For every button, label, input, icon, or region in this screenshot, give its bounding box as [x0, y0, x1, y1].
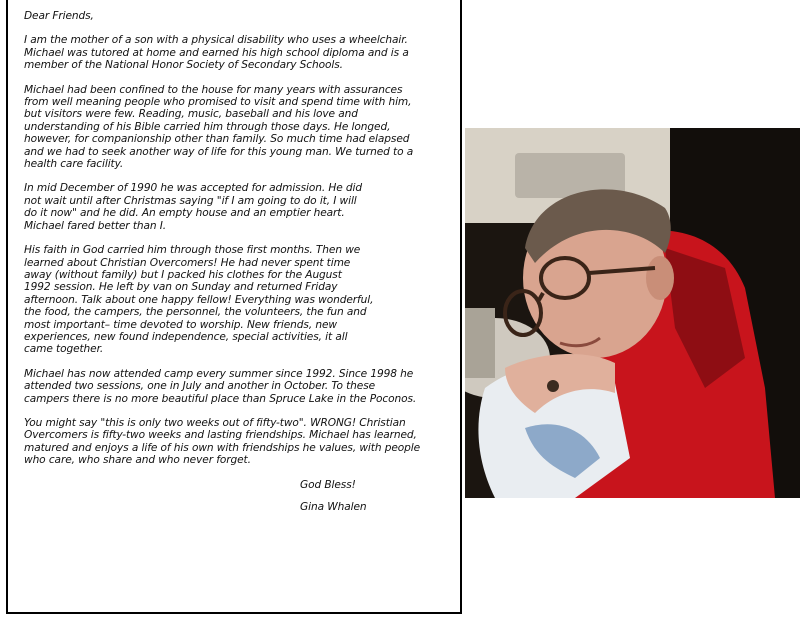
letter-paragraph-2: Michael had been confined to the house for many years with assurances from well meaning people who promised to visit and spend time with him, but visitors were few. Reading, music, baseball and his love and understanding of his Bible carried him through those days. He longed, however, for companionship other than family. So much time had elapsed and we had to seek another way of life for this young man. We turned to a health care facility. — [24, 83, 414, 171]
letter-paragraph-1: I am the mother of a son with a physical disability who uses a wheelchair. Michael was tutored at home and earned his high school diploma and is a member of the National Honor Society of Secondary Schools. — [24, 34, 409, 72]
ring — [547, 380, 559, 392]
photo-of-michael — [465, 128, 800, 498]
letter-paragraph-4: His faith in God carried him through those first months. Then we learned about Christian Overcomers! He had never spent time away (without family) but I packed his clothes for the August 1992 session. He left by van on Sunday and returned Friday afternoon. Talk about one happy fellow! Everything was wonderful, the food, the campers, the personnel, the volunteers, the fun and most important– time devoted to worship. New friends, new experiences, new found independence, special activities, it all came together. — [24, 244, 374, 356]
letter-paragraph-5: Michael has now attended camp every summer since 1992. Since 1998 he attended two sessions, one in July and another in October. To these campers there is no more beautiful place than Spruce Lake in the Poconos. — [24, 367, 417, 405]
letter-greeting: Dear Friends, — [24, 10, 94, 22]
photo-illustration — [465, 128, 800, 498]
letter-paragraph-6: You might say "this is only two weeks out of fifty-two". WRONG! Christian Overcomers is fifty-two weeks and lasting friendships. Michael has learned, matured and enjoys a life of his own with friendships he values, with people who care, who share and who never forget. — [24, 416, 421, 467]
letter-paragraph-3: In mid December of 1990 he was accepted for admission. He did not wait until after Christmas saying "if I am going to do it, I will do it now" and he did. An empty house and an emptier heart. Michael fared better than I. — [24, 182, 363, 232]
letter-page — [6, 0, 462, 614]
letter-signature: Gina Whalen — [300, 501, 367, 513]
letter-closing: God Bless! — [300, 478, 356, 491]
